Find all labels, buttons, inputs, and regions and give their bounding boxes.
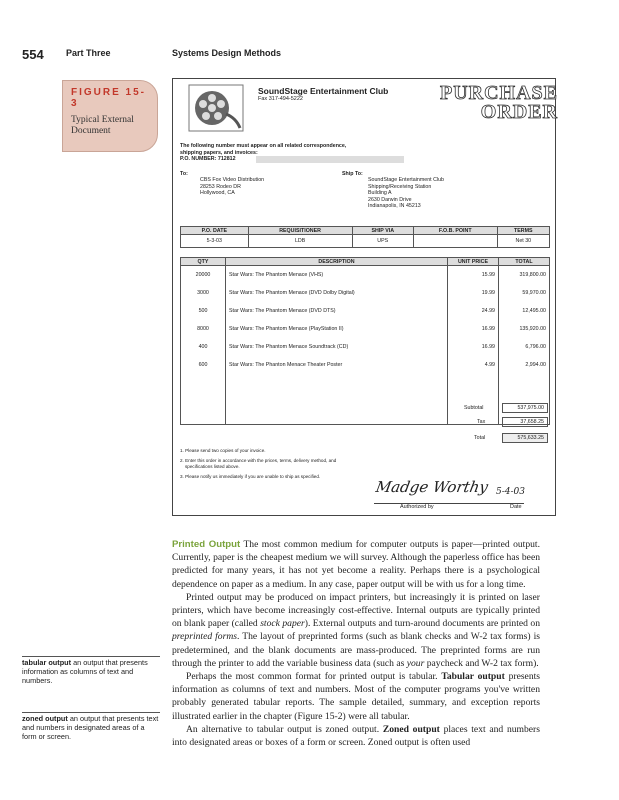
signature: Madge Worthy [374, 478, 490, 496]
order-info-table [180, 226, 550, 248]
requisitioner-value: LDB [248, 235, 352, 248]
section-label: Systems Design Methods [172, 48, 282, 58]
subtotal-label: Subtotal [464, 405, 484, 411]
paragraph-text: places text and numbers into designated areas or boxes of a form or screen. Zoned output is often used [172, 723, 540, 749]
to-address-line: 28253 Rodeo DR [200, 183, 241, 190]
item-unit-price: 19.99 [448, 284, 499, 302]
signature-line [374, 503, 524, 504]
po-number: P.O. NUMBER: 712812 [180, 156, 236, 162]
item-unit-price: 24.99 [448, 302, 499, 320]
notice-line-1: The following number must appear on all related correspondence, [180, 143, 347, 149]
signature-date: 5-4-03 [496, 487, 525, 497]
term-preprinted-forms: preprinted forms [172, 631, 238, 643]
title-line-1: PURCHASE [439, 82, 558, 104]
ship-to-line: Shipping/Receiving Station [368, 183, 432, 190]
col-description: DESCRIPTION [226, 258, 448, 266]
figure-label: FIGURE 15-3 [71, 87, 147, 109]
item-qty: 500 [181, 302, 226, 320]
purchase-order-title [412, 84, 558, 122]
item-qty: 20000 [181, 266, 226, 285]
paragraph-text: Perhaps the most common format for printed output is tabular. [186, 671, 442, 683]
col-terms: TERMS [497, 227, 549, 235]
part-label: Part Three [66, 48, 111, 58]
emphasis: your [406, 657, 425, 669]
glossary-entry [22, 658, 160, 685]
table-row [181, 284, 550, 302]
item-total: 319,800.00 [499, 266, 550, 285]
glossary-term: tabular output [22, 658, 72, 667]
paragraph [172, 591, 540, 670]
item-total: 12,495.00 [499, 302, 550, 320]
paragraph [172, 538, 540, 591]
item-total: 59,970.00 [499, 284, 550, 302]
notice-text [180, 143, 346, 163]
subtotal-value: 537,975.00 [502, 403, 548, 413]
grand-total-value: 575,633.25 [502, 433, 548, 443]
ship-to-line: Building A [368, 190, 392, 196]
company-fax: Fax 317-494-5222 [258, 96, 303, 102]
paragraph-text: The most common medium for computer outputs is paper—printed output. Currently, paper is the cheapest medium we will survey. Although the paperless office has been predicted for many years, it has not yet become a reality. Perhaps there is a psychological dependence on paper as a medium. In any case, paper output will be with us for a long time. [172, 539, 540, 590]
tax-label: Tax [477, 419, 486, 425]
term-zoned-output: Zoned output [382, 723, 440, 735]
col-requisitioner: REQUISITIONER [248, 227, 352, 235]
body-text [172, 538, 540, 749]
col-total: TOTAL [499, 258, 550, 266]
col-fob-point: F.O.B. POINT [413, 227, 497, 235]
date-label: Date [510, 504, 522, 510]
to-address-line: Hollywood, CA [200, 190, 235, 196]
blank-cell [448, 374, 499, 425]
line-items-table [180, 257, 550, 425]
item-description: Star Wars: The Phantom Menace (DVD Dolby Digital) [226, 284, 448, 302]
paragraph-text: ). External outputs and turn-around documents are printed on [304, 618, 541, 630]
item-description: Star Wars: The Phanton Menace Theater Poster [226, 356, 448, 374]
table-row [181, 338, 550, 356]
tax-value: 37,658.25 [502, 417, 548, 427]
glossary-rule [22, 712, 160, 713]
ship-to-line: 2630 Darwin Drive [368, 196, 412, 203]
note-line: 2. Enter this order in accordance with the prices, terms, delivery method, and [180, 458, 337, 463]
glossary-definition: an output that presents information as columns of text and numbers. [22, 658, 148, 685]
item-qty: 400 [181, 338, 226, 356]
paragraph [172, 670, 540, 723]
to-address [200, 177, 264, 197]
ship-to-address [368, 177, 444, 210]
item-description: Star Wars: The Phantom Menace (PlayStation II) [226, 320, 448, 338]
notice-line-2: shipping papers, and invoices: [180, 149, 258, 156]
blank-cell [226, 374, 448, 425]
note-line: 3. Please notify us immediately if you are unable to ship as specified. [180, 474, 321, 479]
table-row [181, 320, 550, 338]
item-unit-price: 16.99 [448, 338, 499, 356]
paragraph-text: . The layout of preprinted forms (such as blank checks and W-2 tax forms) is predetermined, and the blank documents are mass-produced. The preprinted forms are run through the printer to add the variable business data (such as [172, 631, 541, 669]
fob-point-value [413, 235, 497, 248]
item-description: Star Wars: The Phantom Menace (DVD DTS) [226, 302, 448, 320]
note-line: 1. Please send two copies of your invoice. [180, 448, 266, 453]
paragraph-text: paycheck and W-2 tax form). [424, 657, 539, 669]
col-po-date: P.O. DATE [181, 227, 249, 235]
ship-to-label: Ship To: [342, 171, 363, 177]
col-qty: QTY [181, 258, 226, 266]
authorized-by-label: Authorized by [400, 504, 434, 510]
company-name: SoundStage Entertainment Club [258, 86, 389, 96]
to-label: To: [180, 171, 188, 177]
figure-label-box [62, 80, 158, 152]
blank-cell [181, 374, 226, 425]
term-stock-paper: stock paper [260, 618, 305, 630]
paragraph-text: Printed output may be produced on impact printers, but increasingly it is printed on laser printers, which have become increasingly cost-effective. Internal outputs are typically printed on blank paper (called [172, 591, 540, 630]
item-unit-price: 15.99 [448, 266, 499, 285]
item-description: Star Wars: The Phantom Menace (VHS) [226, 266, 448, 285]
col-unit-price: UNIT PRICE [448, 258, 499, 266]
page-number: 554 [22, 47, 44, 62]
ship-to-line: Indianapolis, IN 45213 [368, 203, 421, 209]
to-address-line: CBS Fox Video Distribution [200, 177, 265, 183]
note-line: specifications listed above. [185, 464, 240, 469]
po-date-value: 5-3-03 [181, 235, 249, 248]
item-description: Star Wars: The Phantom Menace Soundtrack (CD) [226, 338, 448, 356]
film-reel-logo-icon [188, 84, 244, 132]
table-row [181, 302, 550, 320]
ship-via-value: UPS [352, 235, 413, 248]
item-total: 6,796.00 [499, 338, 550, 356]
terms-value: Net 30 [497, 235, 549, 248]
paragraph [172, 723, 540, 749]
paragraph-text: An alternative to tabular output is zoned output. [186, 723, 383, 735]
run-in-heading: Printed Output [172, 539, 241, 550]
item-total: 135,920.00 [499, 320, 550, 338]
glossary-definition: an output that presents text and numbers in designated areas of a form or screen. [22, 714, 159, 741]
table-row [181, 266, 550, 285]
paragraph-text: presents information as columns of text and numbers. Most of the computer programs you've written probably generated tabular reports. The sample detailed, summary, and exception reports illustrated earlier in the chapter (Figure 15-2) were all tabular. [172, 671, 541, 722]
term-tabular-output: Tabular output [441, 671, 505, 683]
glossary-term: zoned output [22, 714, 68, 723]
glossary-rule [22, 656, 160, 657]
item-unit-price: 16.99 [448, 320, 499, 338]
total-label: Total [474, 435, 486, 441]
figure-caption: Typical External Document [71, 115, 134, 136]
glossary-entry [22, 714, 160, 741]
col-ship-via: SHIP VIA [352, 227, 413, 235]
item-total: 2,994.00 [499, 356, 550, 374]
item-unit-price: 4.99 [448, 356, 499, 374]
title-line-2: ORDER [480, 101, 558, 123]
ship-to-line: SoundStage Entertainment Club [368, 177, 444, 183]
item-qty: 8000 [181, 320, 226, 338]
item-qty: 3000 [181, 284, 226, 302]
item-qty: 600 [181, 356, 226, 374]
po-notes [180, 448, 336, 480]
table-row [181, 356, 550, 374]
